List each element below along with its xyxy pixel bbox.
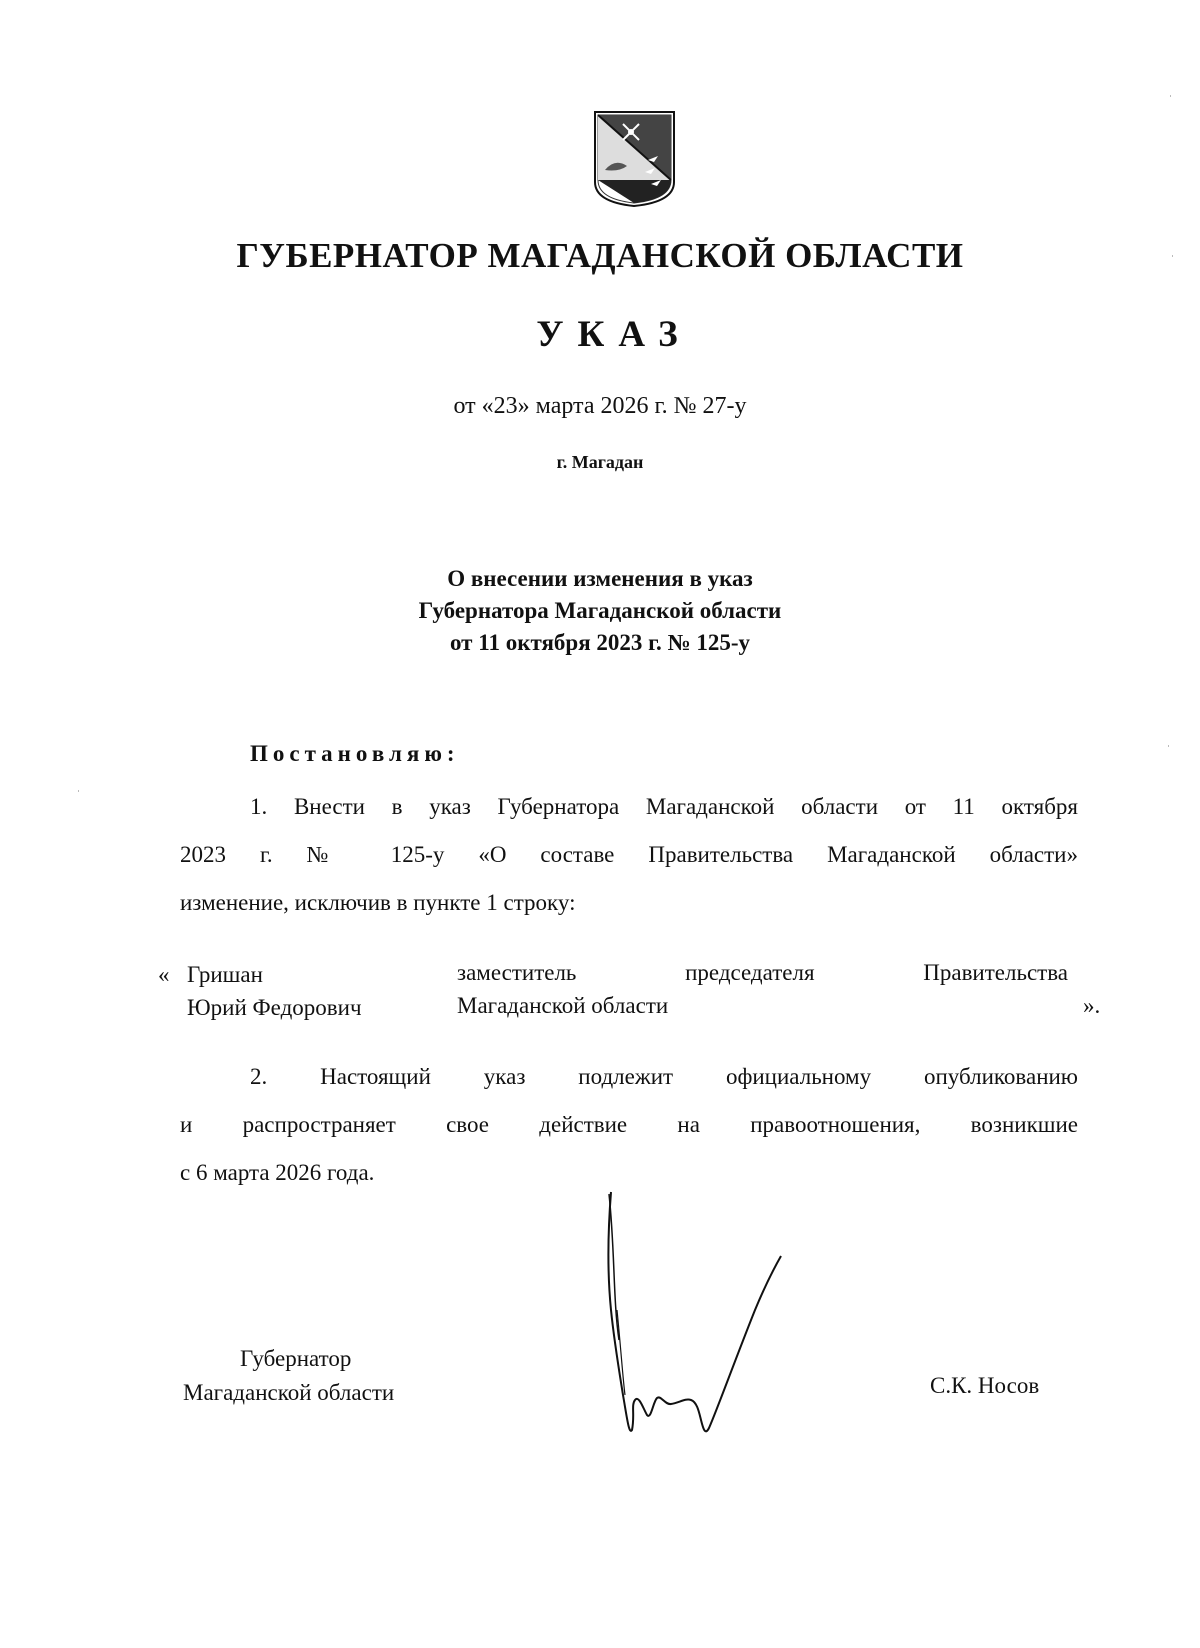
excluded-close-quote: ». xyxy=(1083,993,1101,1018)
document-type: УКАЗ xyxy=(536,314,692,355)
signatory-name: С.К. Носов xyxy=(930,1373,1040,1398)
subject-line: от 11 октября 2023 г. № 125-у xyxy=(449,630,751,655)
excluded-position-line: Магаданской области xyxy=(457,993,669,1018)
item1-line: 1. Внести в указ Губернатора Магаданской области от 11 октября xyxy=(250,794,1078,819)
item2-line: и распространяет свое действие на правоотношения, возникшие xyxy=(180,1112,1078,1137)
excluded-position-line: заместитель председателя Правительства xyxy=(457,960,1068,985)
scan-mark xyxy=(78,790,79,792)
scan-mark xyxy=(1172,255,1173,257)
scan-mark xyxy=(1170,95,1171,97)
subject-line: Губернатора Магаданской области xyxy=(418,598,782,623)
signatory-position: Магаданской области xyxy=(183,1380,395,1405)
excluded-given-names: Юрий Федорович xyxy=(187,995,362,1020)
item2-line: с 6 марта 2026 года. xyxy=(180,1160,375,1185)
item1-line: 2023 г. № 125-у «О составе Правительства Магаданской области» xyxy=(180,842,1078,867)
subject-heading xyxy=(0,563,1200,659)
subject-line: О внесении изменения в указ xyxy=(447,566,753,591)
authority-title: ГУБЕРНАТОР МАГАДАНСКОЙ ОБЛАСТИ xyxy=(236,236,964,275)
excluded-surname: Гришан xyxy=(187,962,263,987)
excluded-open-quote: « xyxy=(158,962,170,987)
item2-line: 2. Настоящий указ подлежит официальному опубликованию xyxy=(250,1064,1078,1089)
signatory-position: Губернатор xyxy=(240,1346,352,1371)
handwritten-signature xyxy=(605,1190,825,1440)
coat-of-arms-icon xyxy=(593,110,676,208)
date-number: от «23» марта 2026 г. № 27-у xyxy=(453,393,747,419)
city: г. Магадан xyxy=(556,452,644,472)
decree-word: Постановляю: xyxy=(250,741,460,766)
item1-line: изменение, исключив в пункте 1 строку: xyxy=(180,890,576,915)
scan-mark xyxy=(1168,745,1169,747)
